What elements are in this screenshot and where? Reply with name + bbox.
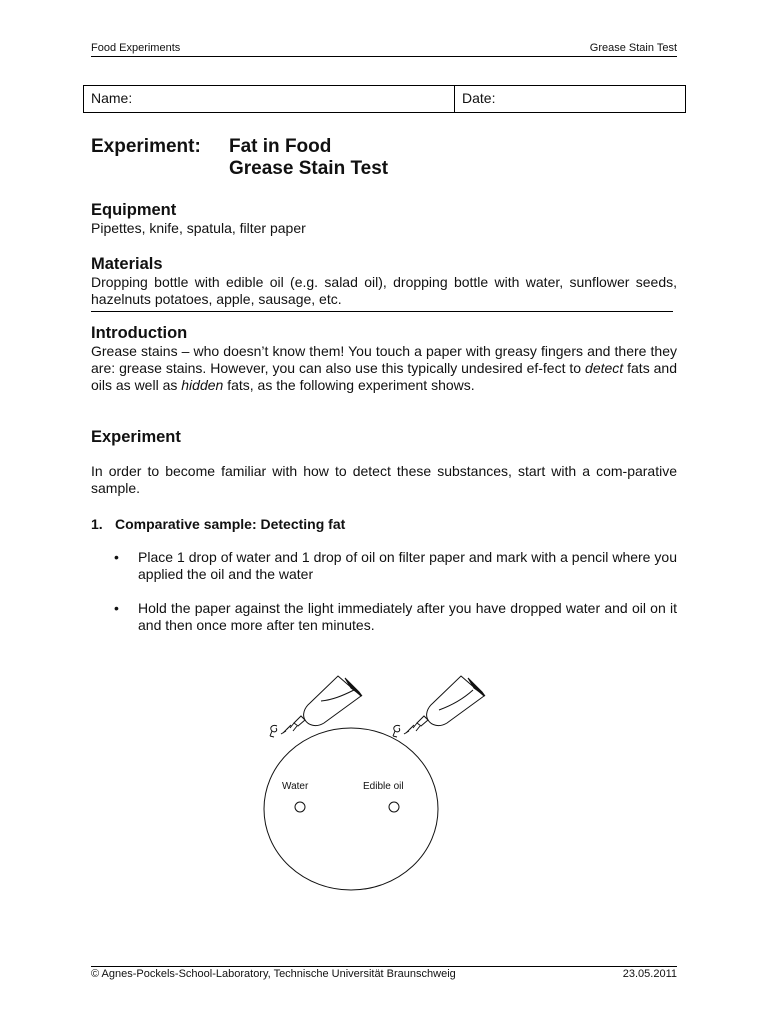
materials-heading: Materials (91, 255, 163, 273)
oil-bottle-icon (393, 676, 485, 737)
water-drop-mark (295, 802, 305, 812)
header-left: Food Experiments (91, 42, 181, 54)
page-footer (91, 966, 677, 980)
experiment-intro-text: In order to become familiar with how to detect these substances, start with a com-parative sample. (91, 463, 677, 496)
title-line2: Grease Stain Test (229, 158, 389, 179)
bullet-icon: • (114, 549, 119, 565)
figure-illustration (250, 668, 510, 918)
experiment-heading: Experiment (91, 428, 181, 446)
footer-left: © Agnes-Pockels-School-Laboratory, Technische Universität Braunschweig (91, 968, 456, 980)
name-date-box (83, 85, 686, 113)
emphasis-detect: detect (585, 360, 624, 376)
name-field[interactable] (84, 86, 455, 112)
materials-text: Dropping bottle with edible oil (e.g. salad oil), dropping bottle with water, sunflower seeds, hazelnuts potatoes, apple, sausage, etc. (91, 274, 677, 307)
equipment-section (91, 200, 677, 237)
oil-drop-mark (389, 802, 399, 812)
water-label: Water (282, 781, 309, 792)
list-item (114, 600, 677, 634)
item-title: Comparative sample: Detecting fat (115, 516, 346, 532)
date-field[interactable] (455, 86, 502, 112)
introduction-section (91, 323, 677, 394)
divider (91, 311, 673, 312)
experiment-section (91, 427, 677, 447)
title-line1: Fat in Food (229, 136, 332, 157)
list-item (114, 549, 677, 583)
list-item-text: Hold the paper against the light immediately after you have dropped water and oil on it and then once more after ten minutes. (138, 600, 677, 633)
introduction-text: Grease stains – who doesn’t know them! You touch a paper with greasy fingers and there they are: grease stains. However, you can also use this typically undesired ef-fect to detect fats and oils as well as hidden fats, as the following experiment shows. (91, 343, 677, 393)
emphasis-hidden: hidden (181, 377, 224, 393)
item-number: 1. (91, 516, 103, 532)
header-right: Grease Stain Test (589, 42, 677, 54)
page-header (91, 42, 677, 57)
materials-section (91, 254, 677, 308)
oil-label: Edible oil (363, 781, 404, 792)
equipment-heading: Equipment (91, 201, 177, 219)
equipment-text: Pipettes, knife, spatula, filter paper (91, 220, 306, 236)
title-label: Experiment: (91, 136, 201, 157)
footer-date: 23.05.2011 (622, 968, 677, 980)
experiment-intro (91, 463, 677, 497)
filter-paper-shape (264, 728, 438, 890)
bullet-icon: • (114, 600, 119, 616)
name-label: Name: (91, 90, 133, 106)
item-heading (91, 516, 345, 532)
date-label: Date: (462, 90, 496, 106)
introduction-heading: Introduction (91, 324, 188, 342)
experiment-figure (250, 668, 510, 918)
list-item-text: Place 1 drop of water and 1 drop of oil on filter paper and mark with a pencil where you applied the oil and the water (138, 549, 677, 582)
